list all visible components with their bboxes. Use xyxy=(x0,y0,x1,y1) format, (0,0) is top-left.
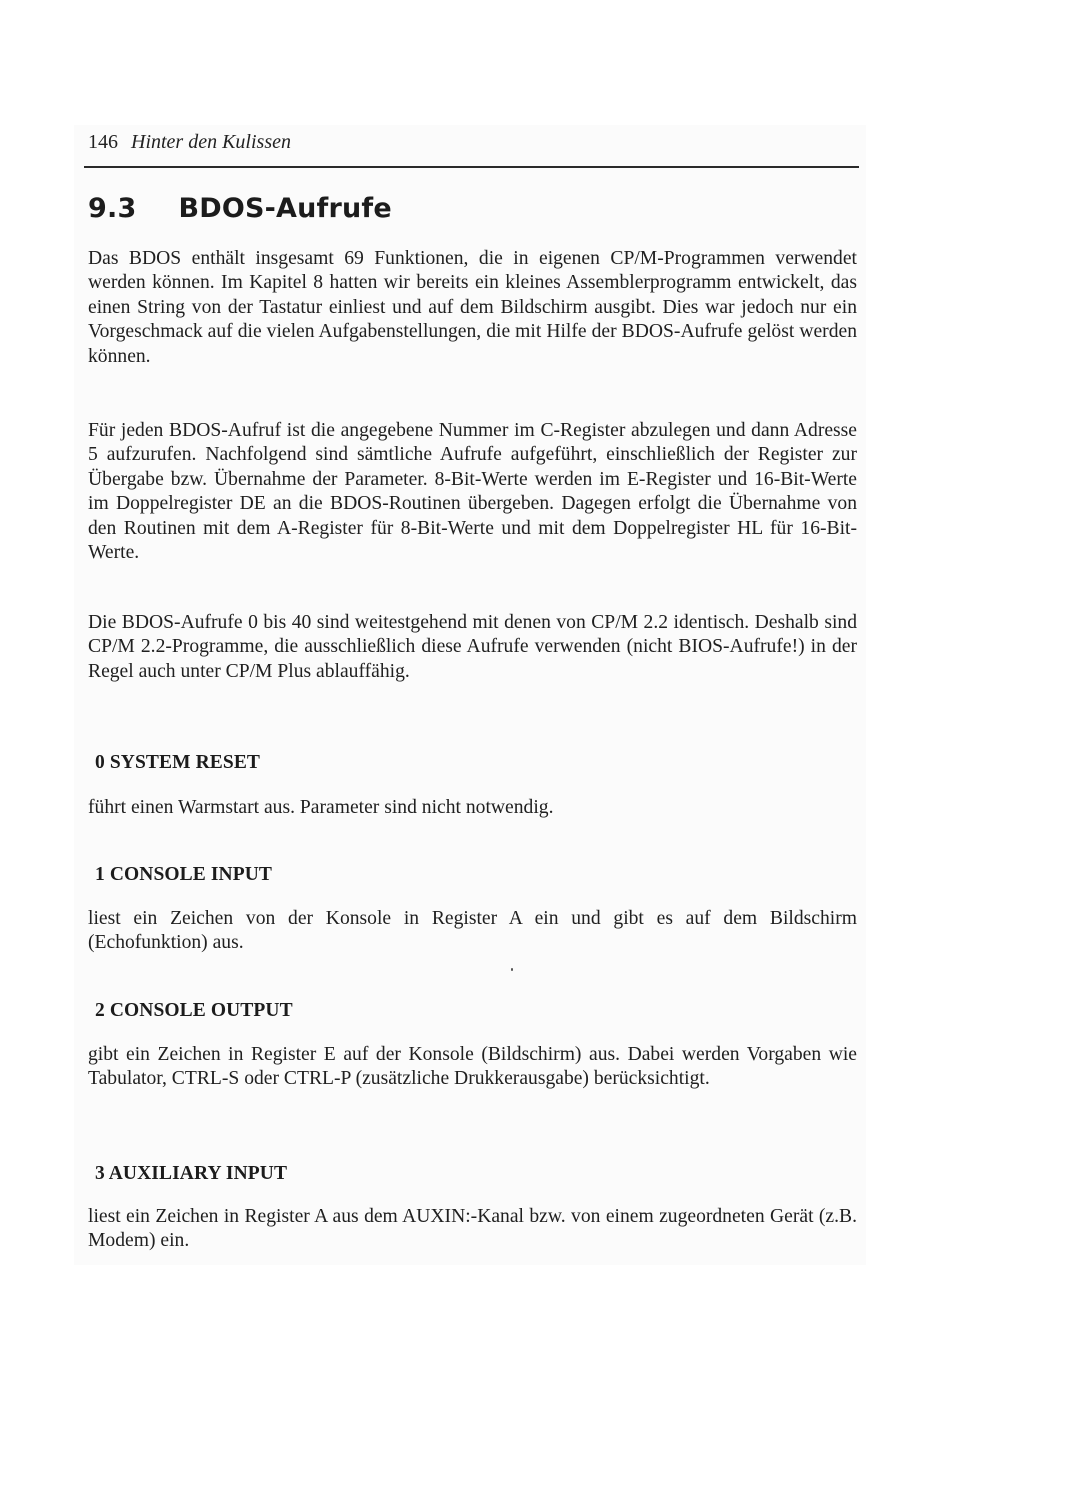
chapter-title: Hinter den Kulissen xyxy=(131,131,291,153)
section-title: BDOS-Aufrufe xyxy=(178,193,392,224)
section-number: 9.3 xyxy=(88,193,137,224)
function-description: liest ein Zeichen in Register A aus dem AUXIN:-Kanal bzw. von einem zugeordneten Gerät (z.B. Modem) ein. xyxy=(88,1206,857,1252)
function-description: führt einen Warmstart aus. Parameter sind nicht notwendig. xyxy=(88,797,554,818)
function-heading: 3 AUXILIARY INPUT xyxy=(95,1163,288,1184)
scan-speck xyxy=(511,968,513,971)
function-description: gibt ein Zeichen in Register E auf der Konsole (Bildschirm) aus. Dabei werden Vorgaben wie Tabulator, CTRL-S oder CTRL-P (zusätzliche Drukkerausgabe) berücksichtigt. xyxy=(88,1044,857,1090)
function-description: liest ein Zeichen von der Konsole in Register A ein und gibt es auf dem Bildschirm (Echofunktion) aus. xyxy=(88,908,857,954)
function-heading: 2 CONSOLE OUTPUT xyxy=(95,1000,293,1021)
function-heading: 1 CONSOLE INPUT xyxy=(95,864,273,885)
page-number: 146 xyxy=(88,131,118,153)
section-heading xyxy=(88,193,392,224)
function-heading: 0 SYSTEM RESET xyxy=(95,752,261,773)
compatibility-paragraph: Die BDOS-Aufrufe 0 bis 40 sind weitestgehend mit denen von CP/M 2.2 identisch. Deshalb sind CP/M 2.2-Programme, die ausschließlich diese Aufrufe verwenden (nicht BIOS-Aufrufe!) in der Regel auch unter CP/M Plus ablauffähig. xyxy=(88,612,857,682)
header-rule xyxy=(84,166,859,168)
register-paragraph: Für jeden BDOS-Aufruf ist die angegebene Nummer im C-Register abzulegen und dann Adresse 5 aufzurufen. Nachfolgend sind sämtliche Aufrufe aufgeführt, einschließlich der Register zur Übergabe bzw. Übernahme der Parameter. 8-Bit-Werte werden im E-Register und 16-Bit-Werte im Doppelregister DE an die BDOS-Routinen übergeben. Dagegen erfolgt die Übernahme von den Routinen mit dem A-Register für 8-Bit-Werte und mit dem Doppelregister HL für 16-Bit-Werte. xyxy=(88,420,857,564)
running-head xyxy=(88,131,291,154)
intro-paragraph: Das BDOS enthält insgesamt 69 Funktionen, die in eigenen CP/M-Programmen verwendet werden können. Im Kapitel 8 hatten wir bereits ein kleines Assemblerprogramm entwickelt, das einen String von der Tastatur einliest und auf dem Bildschirm ausgibt. Dies war jedoch nur ein Vorgeschmack auf die vielen Aufgabenstellungen, die mit Hilfe der BDOS-Aufrufe gelöst werden können. xyxy=(88,248,857,367)
